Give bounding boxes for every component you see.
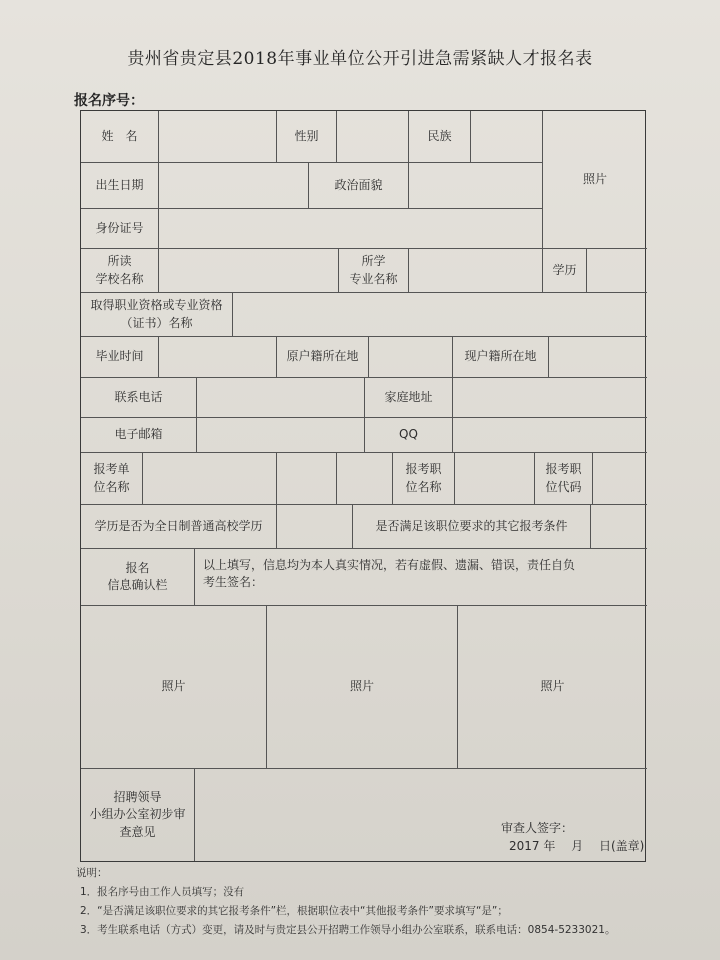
confirm-label: 报名 信息确认栏 [81, 549, 195, 606]
review-label: 招聘领导 小组办公室初步审 查意见 [81, 769, 195, 861]
note-item-1: 1．报名序号由工作人员填写；没有 [80, 886, 245, 898]
school-field[interactable] [159, 249, 339, 293]
political-status-label: 政治面貌 [309, 163, 409, 209]
birth-date-field[interactable] [159, 163, 309, 209]
note-item-2: 2．“是否满足该职位要求的其它报考条件”栏，根据职位表中“其他报考条件”要求填写“是”； [80, 905, 508, 917]
birth-date-label: 出生日期 [81, 163, 159, 209]
ethnicity-field[interactable] [471, 111, 543, 163]
form-title: 贵州省贵定县2018年事业单位公开引进急需紧缺人才报名表 [127, 49, 593, 69]
id-number-field[interactable] [159, 209, 543, 249]
education-label: 学历 [543, 249, 587, 293]
gender-label: 性别 [277, 111, 337, 163]
fulltime-label: 学历是否为全日制普通高校学历 [81, 505, 277, 549]
home-address-field[interactable] [453, 378, 647, 418]
photo-box-1[interactable]: 照片 [81, 606, 267, 769]
apply-unit-field-3[interactable] [337, 453, 393, 505]
position-code-label: 报考职 位代码 [535, 453, 593, 505]
major-field[interactable] [409, 249, 543, 293]
review-date: 2017 年 月 日(盖章) [509, 839, 645, 853]
notes-section [76, 864, 696, 940]
school-label: 所读 学校名称 [81, 249, 159, 293]
photo-box-2[interactable]: 照片 [267, 606, 458, 769]
other-conditions-label: 是否满足该职位要求的其它报考条件 [353, 505, 591, 549]
political-status-field[interactable] [409, 163, 543, 209]
qq-label: QQ [365, 418, 453, 453]
photo-cell[interactable]: 照片 [543, 111, 647, 249]
graduation-time-field[interactable] [159, 337, 277, 378]
photo-box-3[interactable]: 照片 [458, 606, 647, 769]
fulltime-field[interactable] [277, 505, 353, 549]
registration-table [80, 110, 646, 862]
apply-position-label: 报考职 位名称 [393, 453, 455, 505]
home-address-label: 家庭地址 [365, 378, 453, 418]
phone-field[interactable] [197, 378, 365, 418]
gender-field[interactable] [337, 111, 409, 163]
confirm-statement: 以上填写，信息均为本人真实情况，若有虚假、遗漏、错误，责任自负 [203, 558, 576, 572]
origin-place-label: 原户籍所在地 [277, 337, 369, 378]
signature-label: 考生签名： [203, 575, 264, 590]
phone-label: 联系电话 [81, 378, 197, 418]
current-place-label: 现户籍所在地 [453, 337, 549, 378]
email-label: 电子邮箱 [81, 418, 197, 453]
graduation-time-label: 毕业时间 [81, 337, 159, 378]
name-label: 姓 名 [81, 111, 159, 163]
position-code-field[interactable] [593, 453, 647, 505]
major-label: 所学 专业名称 [339, 249, 409, 293]
qualification-label: 取得职业资格或专业资格 （证书）名称 [81, 293, 233, 337]
apply-position-field[interactable] [455, 453, 535, 505]
confirm-field[interactable] [195, 549, 647, 606]
email-field[interactable] [197, 418, 365, 453]
origin-place-field[interactable] [369, 337, 453, 378]
education-field[interactable] [587, 249, 647, 293]
reviewer-signature-label: 审查人签字： [501, 821, 574, 835]
apply-unit-label: 报考单 位名称 [81, 453, 143, 505]
qq-field[interactable] [453, 418, 647, 453]
apply-unit-field-2[interactable] [277, 453, 337, 505]
qualification-field[interactable] [233, 293, 647, 337]
notes-heading: 说明： [76, 867, 108, 879]
id-number-label: 身份证号 [81, 209, 159, 249]
current-place-field[interactable] [549, 337, 647, 378]
ethnicity-label: 民族 [409, 111, 471, 163]
name-field[interactable] [159, 111, 277, 163]
apply-unit-field[interactable] [143, 453, 277, 505]
note-item-3: 3．考生联系电话（方式）变更，请及时与贵定县公开招聘工作领导小组办公室联系，联系电话：0854-5233021。 [80, 924, 616, 936]
other-conditions-field[interactable] [591, 505, 647, 549]
serial-number-label: 报名序号： [74, 93, 144, 109]
